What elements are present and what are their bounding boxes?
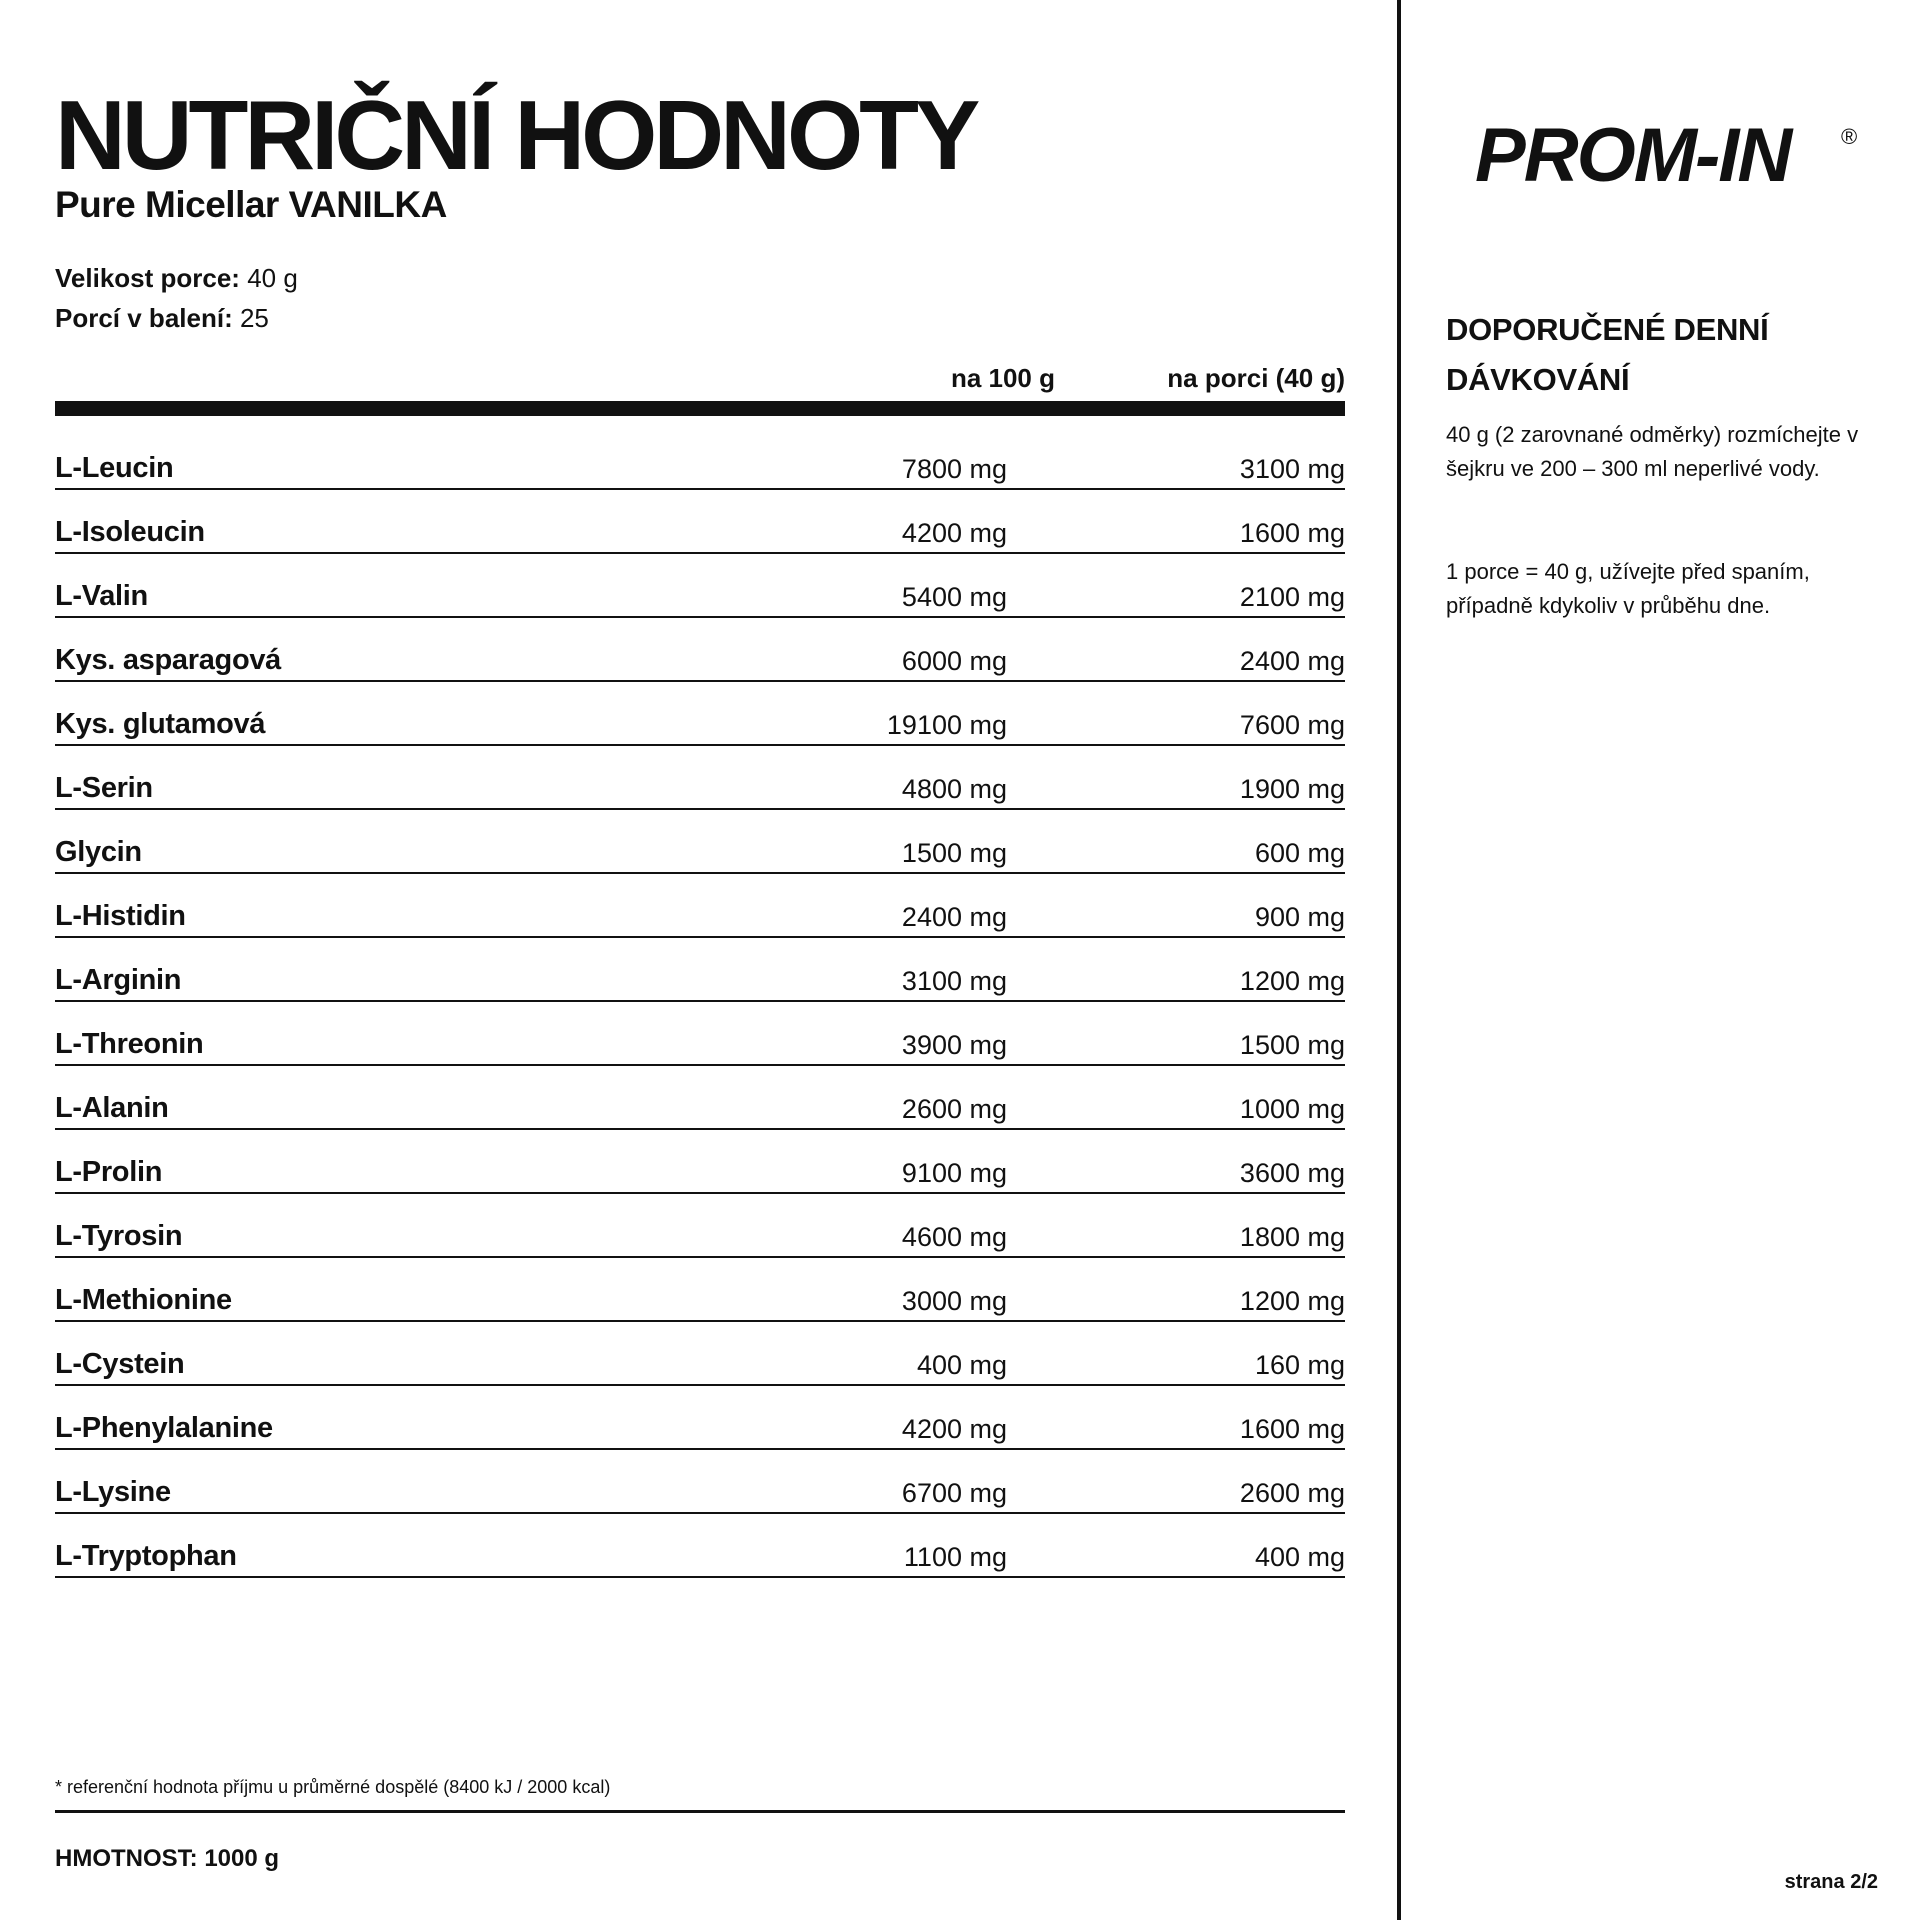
table-row [55,1322,1345,1386]
value-per-100g: 7800 mg [901,454,1007,484]
value-per-serving: 1600 mg [1239,518,1345,548]
value-per-100g: 2600 mg [901,1094,1007,1124]
servings-per-pack [55,305,269,331]
nutrient-name: Glycin [55,836,142,868]
value-per-100g: 19100 mg [886,710,1007,740]
table-row [55,1450,1345,1514]
table-row [55,1258,1345,1322]
table-row [55,1194,1345,1258]
table-row [55,682,1345,746]
value-per-100g: 2400 mg [901,902,1007,932]
value-per-serving: 1200 mg [1239,966,1345,996]
serving-size-label: Velikost porce: [55,263,240,293]
nutrient-name: Kys. glutamová [55,708,266,740]
serving-size [55,265,298,291]
value-per-serving: 1200 mg [1239,1286,1345,1316]
value-per-serving: 600 mg [1254,838,1345,868]
table-row [55,1386,1345,1450]
value-per-100g: 4600 mg [901,1222,1007,1252]
value-per-serving: 1800 mg [1239,1222,1345,1252]
header-rule [55,401,1345,416]
table-row [55,1130,1345,1194]
nutrient-name: L-Phenylalanine [55,1412,273,1444]
nutrient-name: L-Alanin [55,1092,169,1124]
value-per-100g: 4200 mg [901,518,1007,548]
dosage-panel [1401,0,1920,1920]
table-row [55,746,1345,810]
table-row [55,810,1345,874]
dosage-instructions: 40 g (2 zarovnané odměrky) rozmíchejte v šejkru ve 200 – 300 ml neperlivé vody. [1446,422,1859,481]
value-per-serving: 1900 mg [1239,774,1345,804]
table-row [55,938,1345,1002]
amino-acid-table [55,426,1345,1578]
value-per-serving: 7600 mg [1239,710,1345,740]
value-per-serving: 2600 mg [1239,1478,1345,1508]
servings-per-pack-value: 25 [232,303,269,333]
value-per-100g: 3100 mg [901,966,1007,996]
servings-per-pack-label: Porcí v balení: [55,303,233,333]
value-per-100g: 6700 mg [901,1478,1007,1508]
value-per-100g: 3000 mg [901,1286,1007,1316]
column-header-per-serving: na porci (40 g) [1167,363,1345,393]
value-per-serving: 1600 mg [1239,1414,1345,1444]
nutrient-name: L-Valin [55,580,148,612]
table-row [55,618,1345,682]
brand-logo [1475,113,1858,198]
value-per-serving: 3600 mg [1239,1158,1345,1188]
value-per-100g: 9100 mg [901,1158,1007,1188]
value-per-100g: 4200 mg [901,1414,1007,1444]
table-row [55,1066,1345,1130]
value-per-serving: 2100 mg [1239,582,1345,612]
table-row [55,1002,1345,1066]
table-row [55,490,1345,554]
value-per-100g: 4800 mg [901,774,1007,804]
footnote: * referenční hodnota příjmu u průměrné dospělé (8400 kJ / 2000 kcal) [55,1777,611,1797]
value-per-100g: 400 mg [916,1350,1007,1380]
value-per-100g: 1500 mg [901,838,1007,868]
page-indicator: strana 2/2 [1784,1871,1878,1893]
table-row [55,874,1345,938]
table-row [55,554,1345,618]
nutrient-name: L-Tyrosin [55,1220,183,1252]
nutrient-name: L-Methionine [55,1284,232,1316]
brand-logo-text: PROM-IN [1475,113,1791,198]
column-header-per-100g: na 100 g [950,363,1055,393]
dosage-serving-note: 1 porce = 40 g, užívejte před spaním, případně kdykoliv v průběhu dne. [1446,559,1810,618]
nutrient-name: L-Tryptophan [55,1540,237,1572]
nutrient-name: L-Lysine [55,1476,171,1508]
table-row [55,426,1345,490]
nutrition-panel [55,0,1345,1920]
value-per-serving: 1500 mg [1239,1030,1345,1060]
value-per-serving: 3100 mg [1239,454,1345,484]
page-title: NUTRIČNÍ HODNOTY [55,80,977,190]
value-per-serving: 400 mg [1254,1542,1345,1572]
value-per-100g: 3900 mg [901,1030,1007,1060]
table-row [55,1514,1345,1578]
value-per-serving: 2400 mg [1239,646,1345,676]
dosage-title: DOPORUČENÉ DENNÍ DÁVKOVÁNÍ [1446,312,1769,397]
value-per-100g: 6000 mg [901,646,1007,676]
nutrient-name: L-Prolin [55,1156,163,1188]
nutrient-name: L-Isoleucin [55,516,205,548]
nutrient-name: L-Serin [55,772,153,804]
value-per-serving: 900 mg [1254,902,1345,932]
value-per-100g: 5400 mg [901,582,1007,612]
nutrient-name: Kys. asparagová [55,644,282,676]
nutrient-name: L-Cystein [55,1348,185,1380]
footer-rule [55,1810,1345,1813]
value-per-100g: 1100 mg [903,1542,1007,1572]
registered-mark-icon: ® [1841,124,1858,149]
net-weight: HMOTNOST: 1000 g [55,1845,280,1872]
value-per-serving: 160 mg [1254,1350,1345,1380]
value-per-serving: 1000 mg [1239,1094,1345,1124]
nutrient-name: L-Arginin [55,964,182,996]
product-name: Pure Micellar VANILKA [55,184,447,225]
serving-size-value: 40 g [239,263,298,293]
nutrient-name: L-Leucin [55,452,174,484]
nutrient-name: L-Histidin [55,900,186,932]
nutrient-name: L-Threonin [55,1028,204,1060]
